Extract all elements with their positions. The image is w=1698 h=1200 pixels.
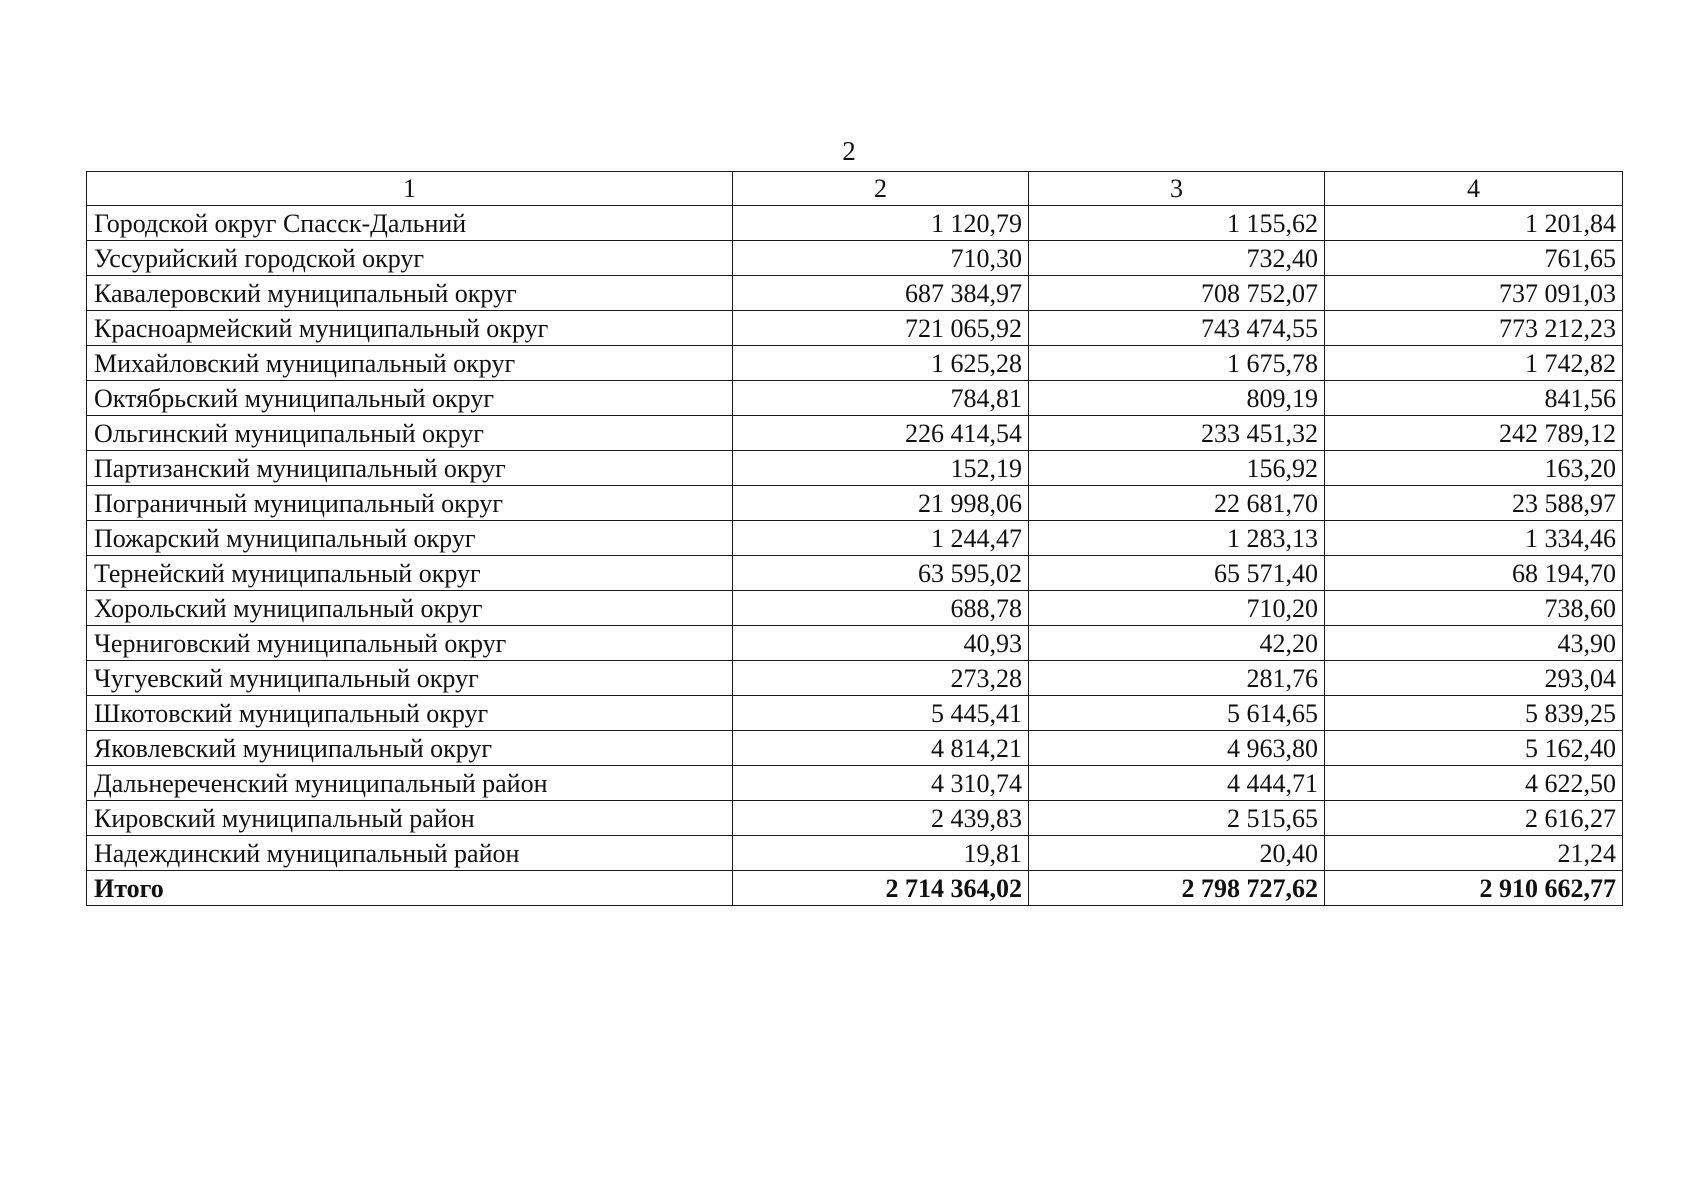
total-row — [87, 871, 1623, 906]
value-col-3: 42,20 — [1029, 626, 1325, 661]
table-row — [87, 451, 1623, 486]
value-col-2: 40,93 — [733, 626, 1029, 661]
value-col-4: 21,24 — [1325, 836, 1623, 871]
value-col-4: 242 789,12 — [1325, 416, 1623, 451]
table-row — [87, 626, 1623, 661]
municipality-name: Чугуевский муниципальный округ — [87, 661, 733, 696]
table-row — [87, 591, 1623, 626]
value-col-4: 1 742,82 — [1325, 346, 1623, 381]
value-col-4: 163,20 — [1325, 451, 1623, 486]
table-row — [87, 521, 1623, 556]
value-col-2: 152,19 — [733, 451, 1029, 486]
value-col-3: 20,40 — [1029, 836, 1325, 871]
municipality-name: Ольгинский муниципальный округ — [87, 416, 733, 451]
value-col-2: 21 998,06 — [733, 486, 1029, 521]
value-col-4: 4 622,50 — [1325, 766, 1623, 801]
table-row — [87, 661, 1623, 696]
table-row — [87, 836, 1623, 871]
value-col-2: 784,81 — [733, 381, 1029, 416]
header-row — [87, 172, 1623, 206]
table-row — [87, 276, 1623, 311]
municipality-name: Черниговский муниципальный округ — [87, 626, 733, 661]
table-row — [87, 556, 1623, 591]
municipality-name: Хорольский муниципальный округ — [87, 591, 733, 626]
table-row — [87, 416, 1623, 451]
column-header: 2 — [733, 172, 1029, 206]
table-row — [87, 731, 1623, 766]
municipality-name: Кировский муниципальный район — [87, 801, 733, 836]
value-col-2: 4 814,21 — [733, 731, 1029, 766]
value-col-3: 281,76 — [1029, 661, 1325, 696]
table-row — [87, 241, 1623, 276]
value-col-2: 4 310,74 — [733, 766, 1029, 801]
value-col-3: 710,20 — [1029, 591, 1325, 626]
value-col-4: 5 162,40 — [1325, 731, 1623, 766]
value-col-3: 708 752,07 — [1029, 276, 1325, 311]
table-row — [87, 801, 1623, 836]
municipality-name: Михайловский муниципальный округ — [87, 346, 733, 381]
total-label: Итого — [87, 871, 733, 906]
municipality-name: Октябрьский муниципальный округ — [87, 381, 733, 416]
table-row — [87, 766, 1623, 801]
value-col-3: 156,92 — [1029, 451, 1325, 486]
value-col-3: 1 155,62 — [1029, 206, 1325, 241]
table-row — [87, 486, 1623, 521]
value-col-3: 233 451,32 — [1029, 416, 1325, 451]
value-col-2: 721 065,92 — [733, 311, 1029, 346]
total-col-3: 2 798 727,62 — [1029, 871, 1325, 906]
municipality-name: Партизанский муниципальный округ — [87, 451, 733, 486]
value-col-2: 63 595,02 — [733, 556, 1029, 591]
value-col-4: 738,60 — [1325, 591, 1623, 626]
value-col-4: 23 588,97 — [1325, 486, 1623, 521]
municipality-name: Городской округ Спасск-Дальний — [87, 206, 733, 241]
municipality-name: Надеждинский муниципальный район — [87, 836, 733, 871]
value-col-4: 5 839,25 — [1325, 696, 1623, 731]
value-col-2: 1 625,28 — [733, 346, 1029, 381]
value-col-4: 737 091,03 — [1325, 276, 1623, 311]
value-col-3: 5 614,65 — [1029, 696, 1325, 731]
municipality-name: Пожарский муниципальный округ — [87, 521, 733, 556]
value-col-4: 1 201,84 — [1325, 206, 1623, 241]
municipality-name: Дальнереченский муниципальный район — [87, 766, 733, 801]
value-col-2: 19,81 — [733, 836, 1029, 871]
value-col-3: 809,19 — [1029, 381, 1325, 416]
table-row — [87, 311, 1623, 346]
value-col-3: 4 444,71 — [1029, 766, 1325, 801]
total-col-2: 2 714 364,02 — [733, 871, 1029, 906]
total-col-4: 2 910 662,77 — [1325, 871, 1623, 906]
value-col-4: 761,65 — [1325, 241, 1623, 276]
column-header: 4 — [1325, 172, 1623, 206]
value-col-2: 226 414,54 — [733, 416, 1029, 451]
table-body — [87, 172, 1623, 906]
value-col-4: 2 616,27 — [1325, 801, 1623, 836]
value-col-2: 2 439,83 — [733, 801, 1029, 836]
municipality-name: Красноармейский муниципальный округ — [87, 311, 733, 346]
value-col-3: 732,40 — [1029, 241, 1325, 276]
value-col-3: 1 675,78 — [1029, 346, 1325, 381]
value-col-3: 22 681,70 — [1029, 486, 1325, 521]
table-row — [87, 696, 1623, 731]
value-col-2: 5 445,41 — [733, 696, 1029, 731]
municipality-name: Пограничный муниципальный округ — [87, 486, 733, 521]
value-col-3: 4 963,80 — [1029, 731, 1325, 766]
table-row — [87, 381, 1623, 416]
value-col-4: 68 194,70 — [1325, 556, 1623, 591]
municipality-name: Кавалеровский муниципальный округ — [87, 276, 733, 311]
page-number: 2 — [842, 136, 856, 166]
column-header: 3 — [1029, 172, 1325, 206]
value-col-3: 65 571,40 — [1029, 556, 1325, 591]
value-col-3: 743 474,55 — [1029, 311, 1325, 346]
value-col-2: 1 244,47 — [733, 521, 1029, 556]
value-col-4: 773 212,23 — [1325, 311, 1623, 346]
municipality-name: Яковлевский муниципальный округ — [87, 731, 733, 766]
value-col-4: 293,04 — [1325, 661, 1623, 696]
municipality-name: Шкотовский муниципальный округ — [87, 696, 733, 731]
value-col-2: 273,28 — [733, 661, 1029, 696]
municipality-name: Тернейский муниципальный округ — [87, 556, 733, 591]
value-col-2: 1 120,79 — [733, 206, 1029, 241]
table-row — [87, 206, 1623, 241]
value-col-4: 43,90 — [1325, 626, 1623, 661]
table-row — [87, 346, 1623, 381]
value-col-4: 841,56 — [1325, 381, 1623, 416]
data-table — [86, 171, 1623, 906]
value-col-4: 1 334,46 — [1325, 521, 1623, 556]
column-header: 1 — [87, 172, 733, 206]
municipality-name: Уссурийский городской округ — [87, 241, 733, 276]
value-col-2: 688,78 — [733, 591, 1029, 626]
value-col-2: 687 384,97 — [733, 276, 1029, 311]
value-col-3: 1 283,13 — [1029, 521, 1325, 556]
value-col-3: 2 515,65 — [1029, 801, 1325, 836]
value-col-2: 710,30 — [733, 241, 1029, 276]
